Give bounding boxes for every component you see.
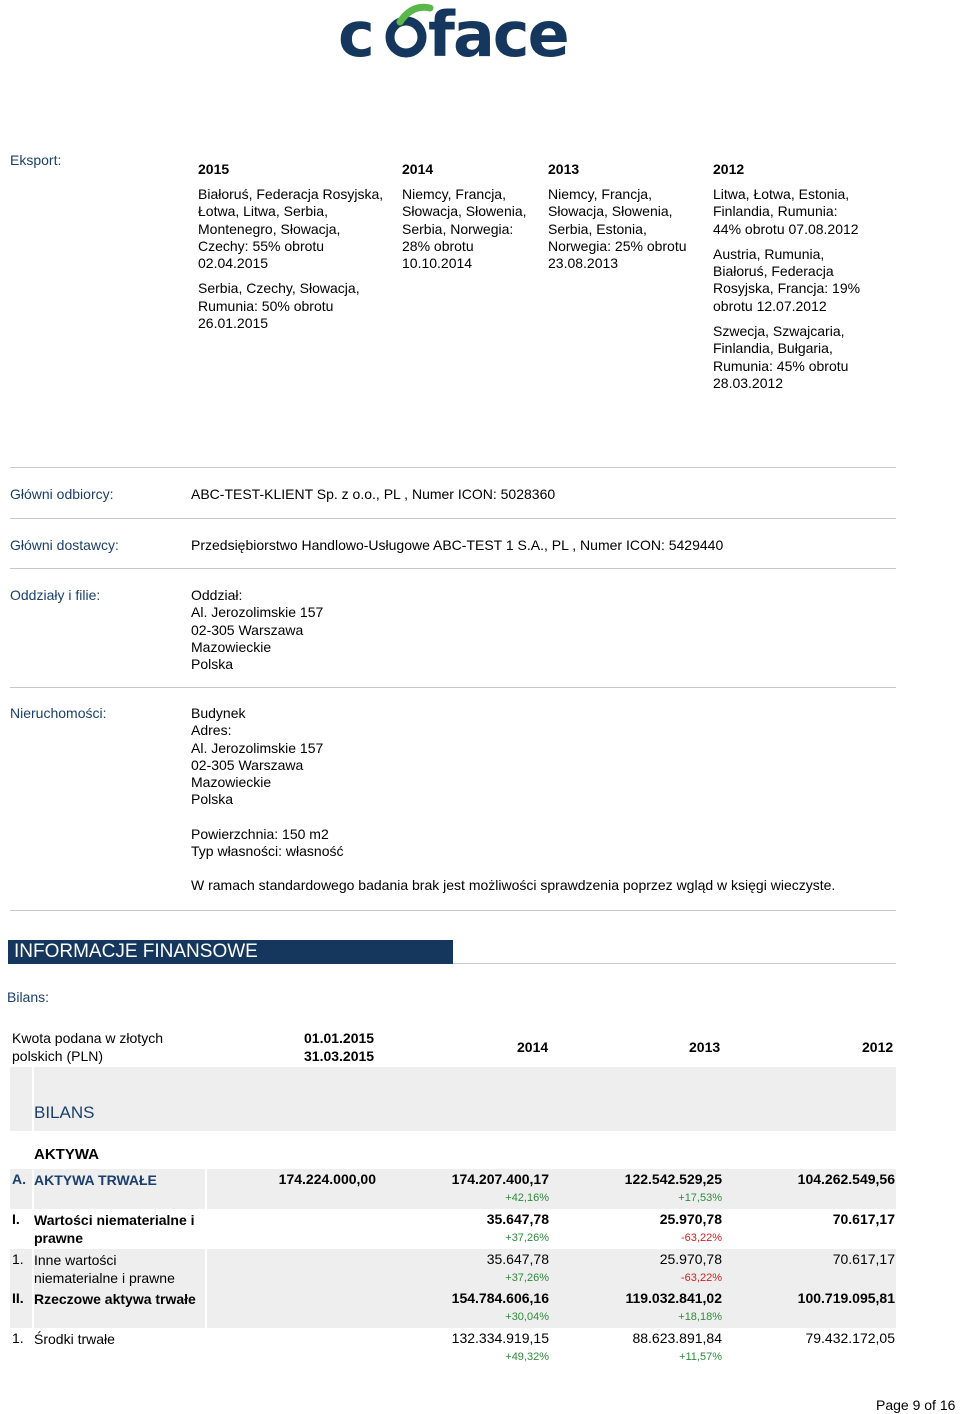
year-2014: 2014: [402, 161, 434, 177]
row-label: Wartości niematerialne i prawne: [34, 1212, 195, 1246]
value-2013: 88.623.891,84: [632, 1330, 722, 1346]
year-2013: 2013: [548, 161, 580, 177]
value-2012: 79.432.172,05: [805, 1330, 895, 1346]
export-2012-column: [713, 186, 863, 400]
change-2014: +37,26%: [505, 1232, 549, 1244]
export-2013-column: [548, 186, 698, 280]
address-line: 02-305 Warszawa: [191, 621, 304, 638]
row-index: II.: [12, 1290, 24, 1306]
property-ownership: Typ własności: własność: [191, 843, 344, 860]
export-label: Eksport:: [10, 152, 62, 168]
export-entry: Białoruś, Federacja Rosyjska, Łotwa, Litwa, Serbia, Montenegro, Słowacja, Czechy: 55% obrotu 02.04.2015: [198, 186, 384, 272]
export-entry: Niemcy, Francja, Słowacja, Słowenia, Serbia, Norwegia: 28% obrotu 10.10.2014: [402, 186, 527, 272]
export-entry: Szwecja, Szwajcaria, Finlandia, Bułgaria, Rumunia: 45% obrotu 28.03.2012: [713, 323, 849, 391]
export-2014-column: [402, 186, 538, 280]
customers-label: Główni odbiorcy:: [10, 486, 114, 502]
finance-title-rule: [453, 963, 896, 964]
address-line: Oddział:: [191, 587, 243, 603]
property-line: Al. Jerozolimskie 157: [191, 739, 324, 756]
bilans-title: BILANS: [34, 1103, 95, 1122]
aktywa-band: [10, 1131, 896, 1168]
change-2014: +49,32%: [505, 1351, 549, 1363]
divider: [10, 910, 896, 911]
bilans-band: [10, 1067, 896, 1131]
table-header-2012: 2012: [862, 1039, 894, 1055]
change-2013: +18,18%: [678, 1311, 722, 1323]
export-entry: Niemcy, Francja, Słowacja, Słowenia, Serbia, Estonia, Norwegia: 25% obrotu 23.08.2013: [548, 186, 687, 272]
column-separator: [205, 1209, 207, 1249]
change-2014: +30,04%: [505, 1311, 549, 1323]
suppliers-value: Przedsiębiorstwo Handlowo-Usługowe ABC-TEST 1 S.A., PL , Numer ICON: 5429440: [191, 537, 724, 553]
customers-value: ABC-TEST-KLIENT Sp. z o.o., PL , Numer ICON: 5028360: [191, 486, 556, 502]
value-2013: 25.970,78: [659, 1251, 722, 1267]
column-separator: [205, 1288, 207, 1328]
page-number: Page 9 of 16: [876, 1397, 956, 1413]
change-2013: +17,53%: [678, 1192, 722, 1204]
column-separator: [205, 1249, 207, 1288]
property-details: [191, 705, 835, 895]
divider: [10, 467, 896, 468]
row-label: AKTYWA TRWAŁE: [34, 1172, 157, 1188]
change-2014: +37,26%: [505, 1272, 549, 1284]
aktywa-title: AKTYWA: [34, 1146, 99, 1163]
year-2012: 2012: [713, 161, 745, 177]
property-note: W ramach standardowego badania brak jest możliwości sprawdzenia poprzez wgląd w księgi wieczyste.: [191, 877, 836, 894]
column-separator: [205, 1169, 207, 1209]
value-2013: 119.032.841,02: [625, 1290, 722, 1306]
table-header-2013: 2013: [689, 1039, 721, 1055]
property-area: Powierzchnia: 150 m2: [191, 825, 329, 842]
address-line: Polska: [191, 656, 234, 673]
branches-address: [191, 587, 323, 673]
row-index: 1.: [12, 1251, 24, 1267]
divider: [10, 518, 896, 519]
row-index: 1.: [12, 1330, 24, 1346]
svg-text:face: face: [428, 0, 568, 64]
value-2014: 35.647,78: [486, 1251, 549, 1267]
value-2014: 132.334.919,15: [451, 1330, 549, 1346]
change-2013: -63,22%: [681, 1272, 722, 1284]
property-line: 02-305 Warszawa: [191, 756, 304, 773]
finance-section-title: INFORMACJE FINANSOWE: [8, 940, 453, 964]
address-line: Al. Jerozolimskie 157: [191, 604, 324, 621]
export-entry: Serbia, Czechy, Słowacja, Rumunia: 50% obrotu 26.01.2015: [198, 280, 360, 332]
svg-text:c: c: [338, 0, 373, 64]
property-line: Polska: [191, 791, 234, 808]
address-line: Mazowieckie: [191, 638, 272, 655]
table-header-2014: 2014: [517, 1039, 549, 1055]
column-separator: [205, 1328, 207, 1367]
balance-label: Bilans:: [7, 989, 50, 1005]
property-line: Budynek: [191, 705, 246, 721]
value-2014: 154.784.606,16: [451, 1290, 549, 1306]
divider: [10, 568, 896, 569]
export-entry: Austria, Rumunia, Białoruś, Federacja Rosyjska, Francja: 19% obrotu 12.07.2012: [713, 245, 861, 314]
row-index: I.: [12, 1211, 20, 1227]
value-2013: 122.542.529,25: [624, 1171, 722, 1187]
export-2015-column: [198, 186, 392, 340]
change-2013: -63,22%: [681, 1232, 722, 1244]
value-2012: 100.719.095,81: [797, 1290, 895, 1306]
branches-label: Oddziały i filie:: [10, 587, 101, 603]
change-2013: +11,57%: [679, 1351, 722, 1363]
value-2012: 70.617,17: [832, 1251, 895, 1267]
change-2014: +42,16%: [505, 1192, 549, 1204]
coface-logo: [330, 0, 570, 64]
property-label: Nieruchomości:: [10, 705, 107, 721]
period-start: 01.01.2015: [304, 1030, 375, 1046]
value-2014: 174.207.400,17: [451, 1171, 549, 1187]
value-2014: 35.647,78: [486, 1211, 549, 1227]
suppliers-label: Główni dostawcy:: [10, 537, 119, 553]
row-label: Środki trwałe: [34, 1331, 115, 1347]
value-2015: 174.224.000,00: [278, 1171, 376, 1187]
property-line: Adres:: [191, 722, 232, 739]
value-2012: 104.262.549,56: [797, 1171, 895, 1187]
value-2012: 70.617,17: [832, 1211, 895, 1227]
value-2013: 25.970,78: [659, 1211, 722, 1227]
export-entry: Litwa, Łotwa, Estonia, Finlandia, Rumunia: 44% obrotu 07.08.2012: [713, 186, 859, 237]
property-line: Mazowieckie: [191, 774, 272, 791]
coface-logo-graphic: [330, 0, 570, 64]
row-label: Rzeczowe aktywa trwałe: [34, 1291, 196, 1307]
divider: [10, 687, 896, 688]
table-header-period: [304, 1030, 374, 1065]
row-index: A.: [12, 1171, 26, 1187]
year-2015: 2015: [198, 161, 230, 177]
period-end: 31.03.2015: [304, 1047, 375, 1064]
row-label: Inne wartości niematerialne i prawne: [34, 1252, 175, 1286]
table-header-desc: Kwota podana w złotych polskich (PLN): [12, 1030, 163, 1064]
